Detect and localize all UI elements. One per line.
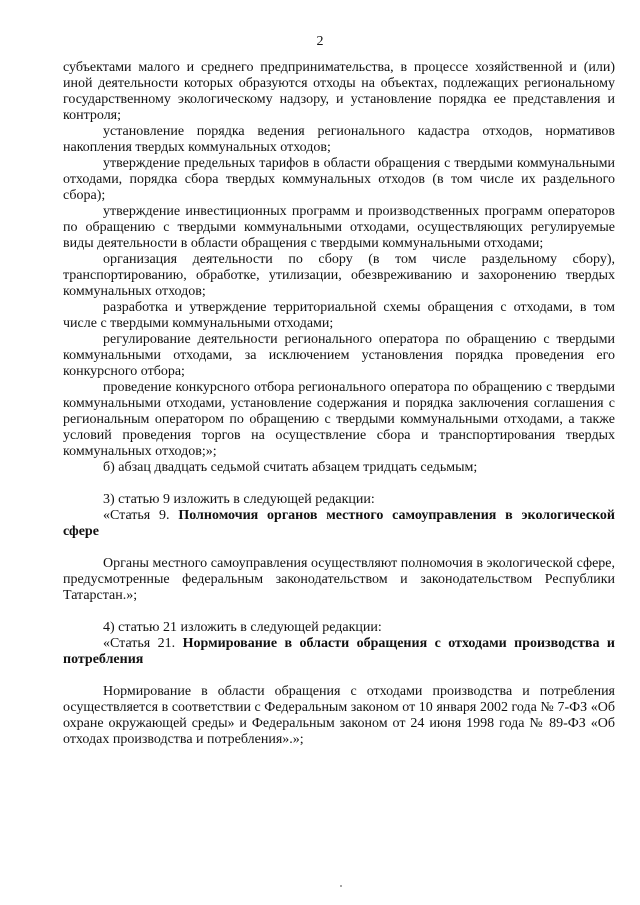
- paragraph: 3) статью 9 изложить в следующей редакции:: [103, 492, 375, 507]
- article-21-prefix: «Статья 21.: [103, 636, 183, 651]
- spacer: [63, 476, 615, 492]
- paragraph: Нормирование в области обращения с отходами производства и потребления осуществляется в соответствии с Федеральным законом от 10 января 2002 года № 7-ФЗ «Об охране окружающей среды» и Федеральным законом от 24 июня 1998 года № 89-ФЗ «Об отходах производства и потребления».»;: [63, 684, 615, 747]
- paragraph: проведение конкурсного отбора регионального оператора по обращению с твердыми коммунальными отходами, установление содержания и порядка заключения соглашения с региональным оператором по обращению с твердыми коммунальными отходами, а также условий проведения торгов на осуществление сбора и транспортирования твердых коммунальных отходов;»;: [63, 380, 615, 459]
- spacer: [63, 668, 615, 684]
- document-body: [63, 60, 615, 748]
- page-number: 2: [316, 34, 324, 49]
- paragraph: установление порядка ведения регионального кадастра отходов, нормативов накопления твердых коммунальных отходов;: [63, 124, 615, 155]
- article-9-prefix: «Статья 9.: [103, 508, 179, 523]
- article-21-heading: [63, 636, 615, 668]
- paragraph: регулирование деятельности регионального оператора по обращению с твердыми коммунальными отходами, за исключением установления порядка проведения его конкурсного отбора;: [63, 332, 615, 379]
- article-9-title: Полномочия органов местного самоуправления в экологической сфере: [63, 508, 615, 539]
- paragraph: утверждение предельных тарифов в области обращения с твердыми коммунальными отходами, порядка сбора твердых коммунальных отходов (в том числе их раздельного сбора);: [63, 156, 615, 203]
- article-21-title: Нормирование в области обращения с отходами производства и потребления: [63, 636, 615, 667]
- paragraph: утверждение инвестиционных программ и производственных программ операторов по обращению с твердыми коммунальными отходами, осуществляющих регулируемые виды деятельности в области обращения с твердыми коммунальными отходами;: [63, 204, 615, 251]
- spacer: [63, 604, 615, 620]
- scan-speck: [340, 885, 342, 887]
- paragraph: субъектами малого и среднего предпринимательства, в процессе хозяйственной и (или) иной деятельности которых образуются отходы на объектах, подлежащих региональному государственному экологическому надзору, и установление порядка ее представления и контроля;: [63, 60, 615, 123]
- article-9-heading: [63, 508, 615, 540]
- spacer: [63, 540, 615, 556]
- paragraph: Органы местного самоуправления осуществляют полномочия в экологической сфере, предусмотренные федеральным законодательством и законодательством Республики Татарстан.»;: [63, 556, 615, 603]
- paragraph: б) абзац двадцать седьмой считать абзацем тридцать седьмым;: [103, 460, 478, 475]
- paragraph: 4) статью 21 изложить в следующей редакции:: [103, 620, 382, 635]
- paragraph: организация деятельности по сбору (в том числе раздельному сбору), транспортированию, обработке, утилизации, обезвреживанию и захоронению твердых коммунальных отходов;: [63, 252, 615, 299]
- paragraph: разработка и утверждение территориальной схемы обращения с отходами, в том числе с твердыми коммунальными отходами;: [63, 300, 615, 331]
